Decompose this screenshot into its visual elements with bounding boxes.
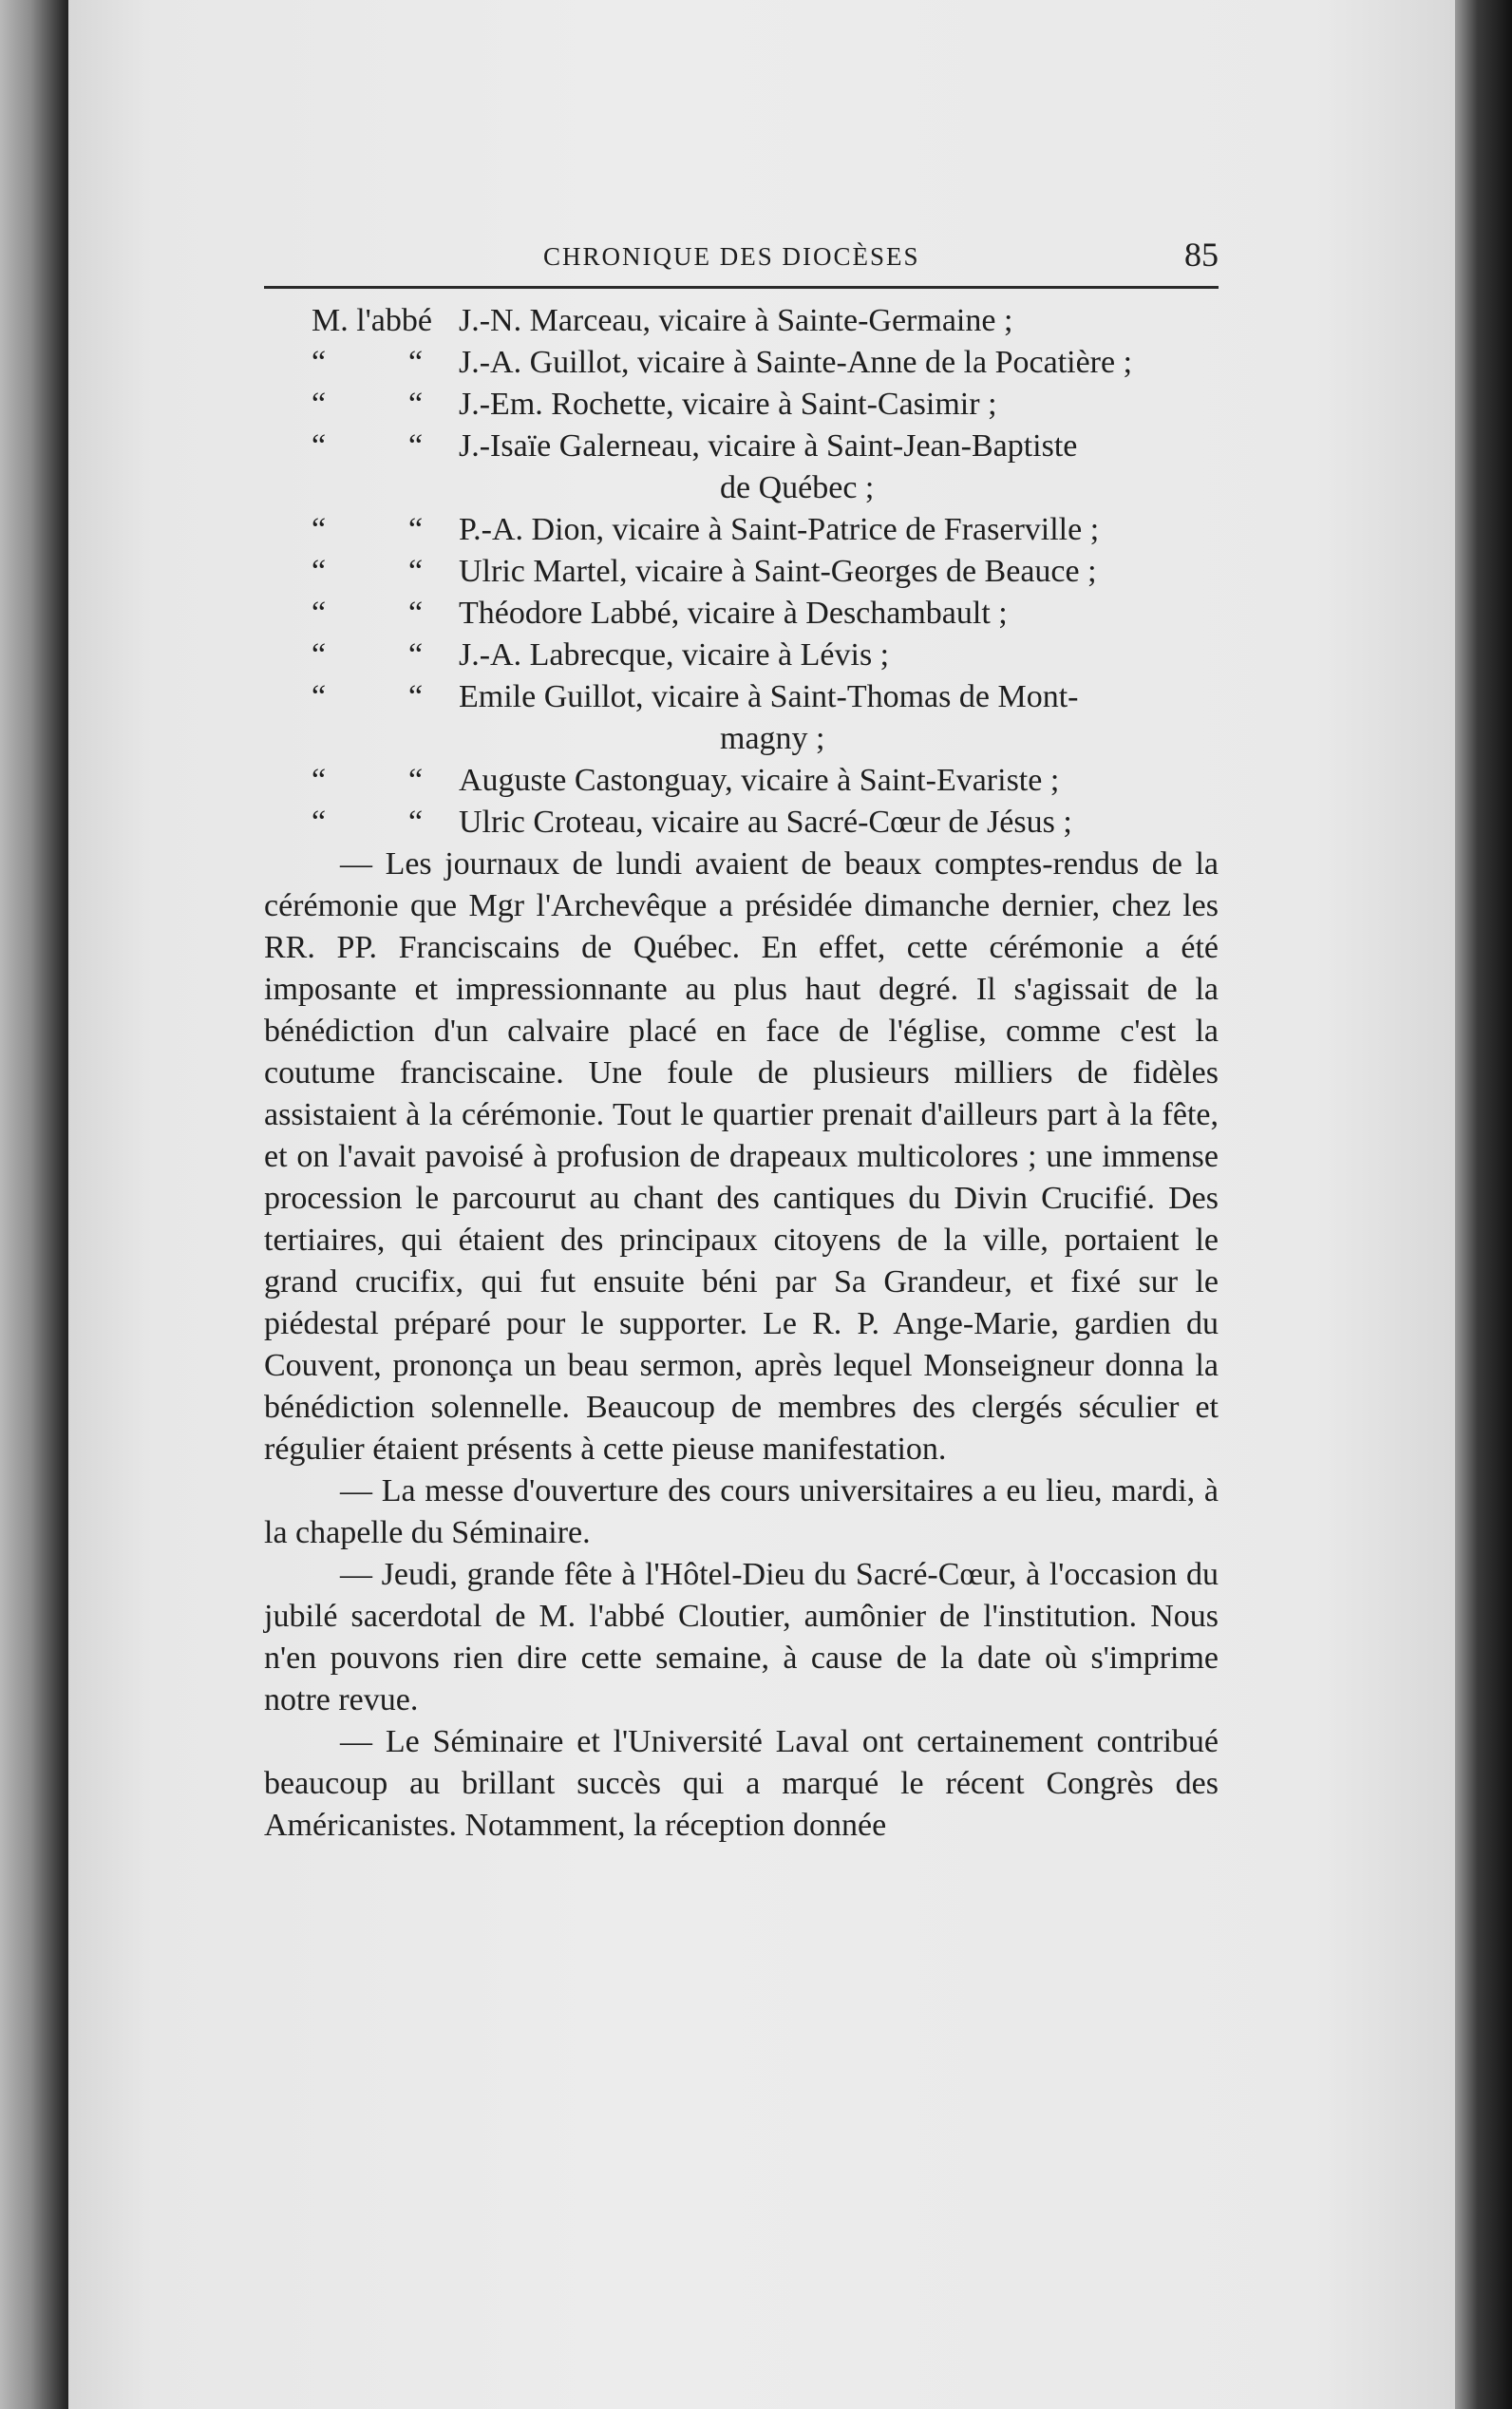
ditto-mark: “ <box>408 679 424 714</box>
list-prefix: M. l'abbé <box>312 303 432 338</box>
list-item <box>264 551 1219 593</box>
paragraph-hotel-dieu: — Jeudi, grande fête à l'Hôtel-Dieu du Sacré-Cœur, à l'occasion du jubilé sacerdotal de M. l'abbé Cloutier, aumônier de l'institution. Nous n'en pouvons rien dire cette semaine, à cause de la date où s'imprime notre revue. <box>264 1557 1219 1717</box>
list-item <box>264 635 1219 676</box>
paragraph-calvaire: — Les journaux de lundi avaient de beaux comptes-rendus de la cérémonie que Mgr l'Archevêque a présidée dimanche dernier, chez les RR. PP. Franciscains de Québec. En effet, cette cérémonie a été imposante et impressionnante au plus haut degré. Il s'agissait de la bénédiction d'un calvaire placé en face de l'église, comme c'est la coutume franciscaine. Une foule de plusieurs milliers de fidèles assistaient à la cérémonie. Tout le quartier prenait d'ailleurs part à la fête, et on l'avait pavoisé à profusion de drapeaux multicolores ; une immense procession le parcourut au chant des cantiques du Divin Crucifié. Des tertiaires, qui étaient des principaux citoyens de la ville, portaient le grand crucifix, qui fut ensuite béni par Sa Grandeur, et fixé sur le piédestal préparé pour le supporter. Le R. P. Ange-Marie, gardien du Couvent, prononça un beau sermon, après lequel Monseigneur donna la bénédiction solennelle. Beaucoup de membres des clergés séculier et régulier étaient présents à cette pieuse manifestation. <box>264 846 1219 1467</box>
list-item <box>264 384 1219 426</box>
list-entry: Théodore Labbé, vicaire à Deschambault ; <box>459 596 1008 631</box>
ditto-mark: “ <box>408 763 424 798</box>
list-entry: J.-A. Guillot, vicaire à Sainte-Anne de la Pocatière ; <box>459 345 1133 380</box>
list-item <box>264 676 1219 718</box>
ditto-mark: “ <box>312 805 327 840</box>
list-entry: J.-N. Marceau, vicaire à Sainte-Germaine ; <box>459 303 1013 338</box>
page-number: 85 <box>1184 236 1219 274</box>
book-gutter-left <box>0 0 76 2409</box>
ditto-mark: “ <box>408 596 424 631</box>
list-item <box>264 342 1219 384</box>
ditto-mark: “ <box>312 596 327 631</box>
ditto-mark: “ <box>408 554 424 589</box>
ditto-mark: “ <box>408 345 424 380</box>
appointments-list <box>264 300 1219 844</box>
ditto-mark: “ <box>408 637 424 673</box>
list-entry: P.-A. Dion, vicaire à Saint-Patrice de Fraserville ; <box>459 512 1100 547</box>
ditto-mark: “ <box>312 554 327 589</box>
list-item <box>264 593 1219 635</box>
ditto-mark: “ <box>408 387 424 422</box>
running-title: CHRONIQUE DES DIOCÈSES <box>543 242 920 271</box>
ditto-mark: “ <box>408 428 424 464</box>
list-item <box>264 426 1219 467</box>
book-edge-right <box>1455 0 1512 2409</box>
list-entry: Emile Guillot, vicaire à Saint-Thomas de Mont- <box>459 679 1079 714</box>
list-item <box>264 509 1219 551</box>
ditto-mark: “ <box>312 637 327 673</box>
page-content <box>264 233 1219 1847</box>
list-entry: J.-Em. Rochette, vicaire à Saint-Casimir ; <box>459 387 997 422</box>
ditto-mark: “ <box>312 512 327 547</box>
list-entry: Ulric Croteau, vicaire au Sacré-Cœur de Jésus ; <box>459 805 1072 840</box>
list-item <box>264 300 1219 342</box>
ditto-mark: “ <box>312 387 327 422</box>
list-entry: J.-Isaïe Galerneau, vicaire à Saint-Jean-Baptiste <box>459 428 1078 464</box>
ditto-mark: “ <box>408 512 424 547</box>
list-item <box>264 760 1219 802</box>
ditto-mark: “ <box>408 805 424 840</box>
list-entry-continuation: magny ; <box>720 721 825 756</box>
list-entry: Auguste Castonguay, vicaire à Saint-Evariste ; <box>459 763 1060 798</box>
ditto-mark: “ <box>312 763 327 798</box>
list-entry-continuation: de Québec ; <box>720 470 875 505</box>
ditto-mark: “ <box>312 428 327 464</box>
paragraph-messe: — La messe d'ouverture des cours universitaires a eu lieu, mardi, à la chapelle du Séminaire. <box>264 1473 1219 1550</box>
list-entry: J.-A. Labrecque, vicaire à Lévis ; <box>459 637 890 673</box>
list-item <box>264 802 1219 844</box>
list-entry: Ulric Martel, vicaire à Saint-Georges de Beauce ; <box>459 554 1097 589</box>
paragraph-americanistes: — Le Séminaire et l'Université Laval ont certainement contribué beaucoup au brillant succès qui a marqué le récent Congrès des Américanistes. Notamment, la réception donnée <box>264 1724 1219 1843</box>
ditto-mark: “ <box>312 345 327 380</box>
ditto-mark: “ <box>312 679 327 714</box>
page-header <box>264 233 1219 289</box>
